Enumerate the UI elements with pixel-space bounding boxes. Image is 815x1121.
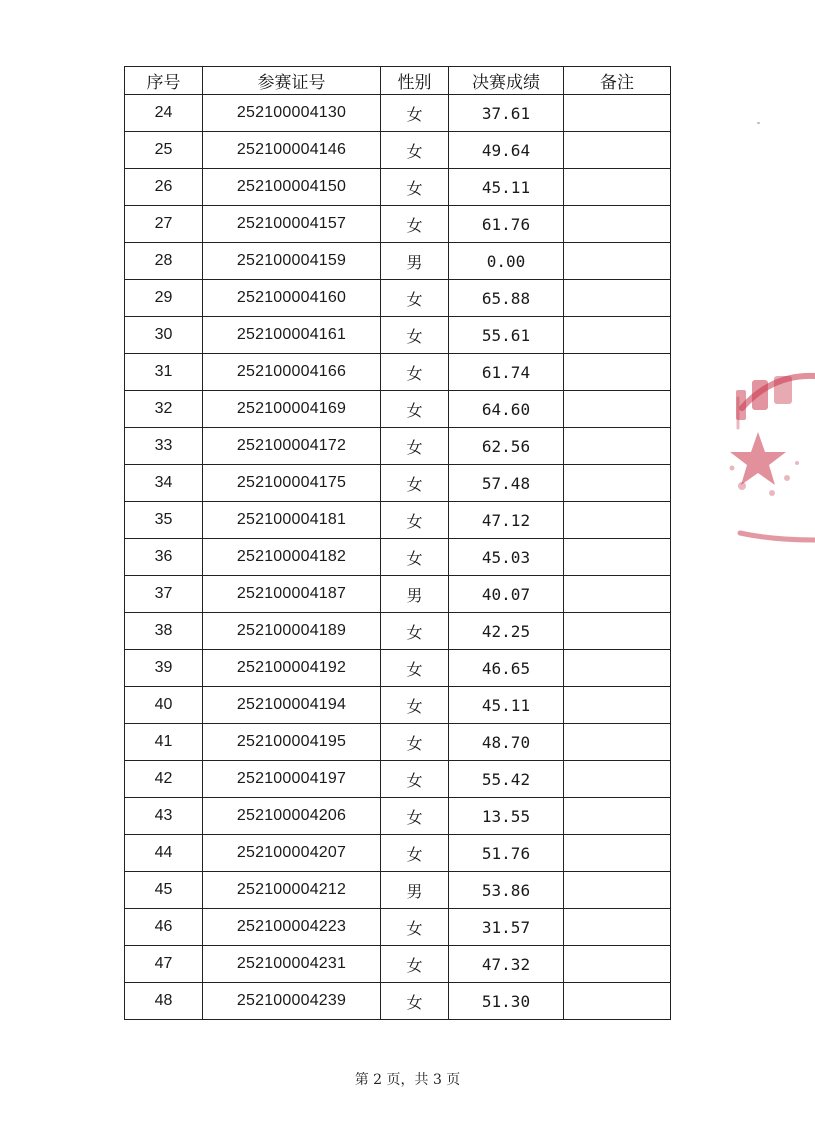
serial-number-cell: 36 [125, 539, 203, 576]
entry-id-cell: 252100004192 [203, 650, 381, 687]
final-score-cell: 61.76 [449, 206, 564, 243]
remarks-cell [564, 724, 671, 761]
entry-id-cell: 252100004206 [203, 798, 381, 835]
entry-id-cell: 252100004194 [203, 687, 381, 724]
remarks-cell [564, 206, 671, 243]
entry-id-cell: 252100004157 [203, 206, 381, 243]
table-row [125, 983, 671, 1020]
serial-number-cell: 27 [125, 206, 203, 243]
final-score-cell: 62.56 [449, 428, 564, 465]
final-score-cell: 55.61 [449, 317, 564, 354]
scan-speck [757, 122, 760, 124]
gender-cell: 女 [381, 724, 449, 761]
serial-number-cell: 26 [125, 169, 203, 206]
final-score-cell: 48.70 [449, 724, 564, 761]
gender-cell: 女 [381, 502, 449, 539]
entry-id-cell: 252100004181 [203, 502, 381, 539]
header-entry-id: 参赛证号 [203, 67, 381, 95]
table-row [125, 280, 671, 317]
final-score-cell: 45.11 [449, 169, 564, 206]
serial-number-cell: 35 [125, 502, 203, 539]
table-row [125, 724, 671, 761]
remarks-cell [564, 798, 671, 835]
gender-cell: 女 [381, 391, 449, 428]
entry-id-cell: 252100004189 [203, 613, 381, 650]
serial-number-cell: 42 [125, 761, 203, 798]
table-row [125, 650, 671, 687]
gender-cell: 女 [381, 280, 449, 317]
final-score-cell: 31.57 [449, 909, 564, 946]
serial-number-cell: 31 [125, 354, 203, 391]
serial-number-cell: 30 [125, 317, 203, 354]
gender-cell: 女 [381, 909, 449, 946]
gender-cell: 女 [381, 169, 449, 206]
entry-id-cell: 252100004161 [203, 317, 381, 354]
final-score-cell: 53.86 [449, 872, 564, 909]
serial-number-cell: 37 [125, 576, 203, 613]
final-score-cell: 47.12 [449, 502, 564, 539]
gender-cell: 女 [381, 539, 449, 576]
serial-number-cell: 40 [125, 687, 203, 724]
header-final-score: 决赛成绩 [449, 67, 564, 95]
final-score-cell: 55.42 [449, 761, 564, 798]
serial-number-cell: 44 [125, 835, 203, 872]
remarks-cell [564, 428, 671, 465]
remarks-cell [564, 946, 671, 983]
table-row [125, 206, 671, 243]
entry-id-cell: 252100004130 [203, 95, 381, 132]
final-score-cell: 49.64 [449, 132, 564, 169]
header-serial-number: 序号 [125, 67, 203, 95]
remarks-cell [564, 687, 671, 724]
final-score-cell: 40.07 [449, 576, 564, 613]
table-row [125, 835, 671, 872]
final-score-cell: 64.60 [449, 391, 564, 428]
remarks-cell [564, 95, 671, 132]
remarks-cell [564, 761, 671, 798]
table-row [125, 95, 671, 132]
remarks-cell [564, 391, 671, 428]
table-row [125, 354, 671, 391]
remarks-cell [564, 243, 671, 280]
remarks-cell [564, 502, 671, 539]
remarks-cell [564, 613, 671, 650]
table-row [125, 539, 671, 576]
gender-cell: 女 [381, 132, 449, 169]
entry-id-cell: 252100004223 [203, 909, 381, 946]
gender-cell: 女 [381, 206, 449, 243]
final-score-cell: 61.74 [449, 354, 564, 391]
final-score-cell: 45.11 [449, 687, 564, 724]
gender-cell: 女 [381, 317, 449, 354]
remarks-cell [564, 983, 671, 1020]
entry-id-cell: 252100004166 [203, 354, 381, 391]
remarks-cell [564, 872, 671, 909]
table-row [125, 243, 671, 280]
final-score-cell: 46.65 [449, 650, 564, 687]
gender-cell: 女 [381, 946, 449, 983]
gender-cell: 女 [381, 687, 449, 724]
entry-id-cell: 252100004197 [203, 761, 381, 798]
serial-number-cell: 32 [125, 391, 203, 428]
seal-ring-bottom [740, 533, 815, 540]
seal-characters [736, 376, 792, 420]
table-row [125, 502, 671, 539]
remarks-cell [564, 576, 671, 613]
entry-id-cell: 252100004169 [203, 391, 381, 428]
results-table-header [125, 67, 671, 95]
final-score-cell: 51.30 [449, 983, 564, 1020]
gender-cell: 女 [381, 428, 449, 465]
serial-number-cell: 45 [125, 872, 203, 909]
gender-cell: 女 [381, 465, 449, 502]
entry-id-cell: 252100004207 [203, 835, 381, 872]
gender-cell: 男 [381, 576, 449, 613]
gender-cell: 女 [381, 613, 449, 650]
final-score-cell: 13.55 [449, 798, 564, 835]
entry-id-cell: 252100004231 [203, 946, 381, 983]
serial-number-cell: 39 [125, 650, 203, 687]
final-score-cell: 45.03 [449, 539, 564, 576]
remarks-cell [564, 280, 671, 317]
table-row [125, 391, 671, 428]
table-row [125, 428, 671, 465]
remarks-cell [564, 132, 671, 169]
entry-id-cell: 252100004172 [203, 428, 381, 465]
results-table-body [125, 95, 671, 1020]
serial-number-cell: 24 [125, 95, 203, 132]
serial-number-cell: 47 [125, 946, 203, 983]
table-row [125, 946, 671, 983]
remarks-cell [564, 835, 671, 872]
remarks-cell [564, 539, 671, 576]
gender-cell: 女 [381, 798, 449, 835]
entry-id-cell: 252100004187 [203, 576, 381, 613]
table-row [125, 909, 671, 946]
final-score-cell: 65.88 [449, 280, 564, 317]
serial-number-cell: 48 [125, 983, 203, 1020]
remarks-cell [564, 650, 671, 687]
remarks-cell [564, 465, 671, 502]
entry-id-cell: 252100004212 [203, 872, 381, 909]
table-row [125, 465, 671, 502]
remarks-cell [564, 169, 671, 206]
serial-number-cell: 25 [125, 132, 203, 169]
seal-star-icon [730, 432, 786, 485]
table-row [125, 132, 671, 169]
table-row [125, 317, 671, 354]
remarks-cell [564, 317, 671, 354]
gender-cell: 男 [381, 872, 449, 909]
serial-number-cell: 33 [125, 428, 203, 465]
final-score-cell: 51.76 [449, 835, 564, 872]
official-seal-stamp [712, 368, 815, 548]
serial-number-cell: 46 [125, 909, 203, 946]
serial-number-cell: 38 [125, 613, 203, 650]
gender-cell: 女 [381, 650, 449, 687]
serial-number-cell: 34 [125, 465, 203, 502]
gender-cell: 女 [381, 95, 449, 132]
final-score-cell: 42.25 [449, 613, 564, 650]
final-score-cell: 0.00 [449, 243, 564, 280]
final-score-cell: 57.48 [449, 465, 564, 502]
final-score-cell: 37.61 [449, 95, 564, 132]
entry-id-cell: 252100004146 [203, 132, 381, 169]
gender-cell: 女 [381, 983, 449, 1020]
table-row [125, 761, 671, 798]
serial-number-cell: 29 [125, 280, 203, 317]
entry-id-cell: 252100004159 [203, 243, 381, 280]
table-row [125, 687, 671, 724]
entry-id-cell: 252100004239 [203, 983, 381, 1020]
table-row [125, 576, 671, 613]
gender-cell: 女 [381, 835, 449, 872]
gender-cell: 男 [381, 243, 449, 280]
table-row [125, 613, 671, 650]
entry-id-cell: 252100004160 [203, 280, 381, 317]
page-footer: 第 2 页，共 3 页 [354, 1072, 461, 1088]
gender-cell: 女 [381, 761, 449, 798]
serial-number-cell: 43 [125, 798, 203, 835]
table-row [125, 872, 671, 909]
table-row [125, 169, 671, 206]
header-gender: 性别 [381, 67, 449, 95]
remarks-cell [564, 909, 671, 946]
remarks-cell [564, 354, 671, 391]
results-table [124, 66, 671, 1020]
header-row [125, 67, 671, 95]
entry-id-cell: 252100004182 [203, 539, 381, 576]
final-score-cell: 47.32 [449, 946, 564, 983]
serial-number-cell: 41 [125, 724, 203, 761]
gender-cell: 女 [381, 354, 449, 391]
header-remarks: 备注 [564, 67, 671, 95]
serial-number-cell: 28 [125, 243, 203, 280]
entry-id-cell: 252100004175 [203, 465, 381, 502]
entry-id-cell: 252100004195 [203, 724, 381, 761]
table-row [125, 798, 671, 835]
entry-id-cell: 252100004150 [203, 169, 381, 206]
